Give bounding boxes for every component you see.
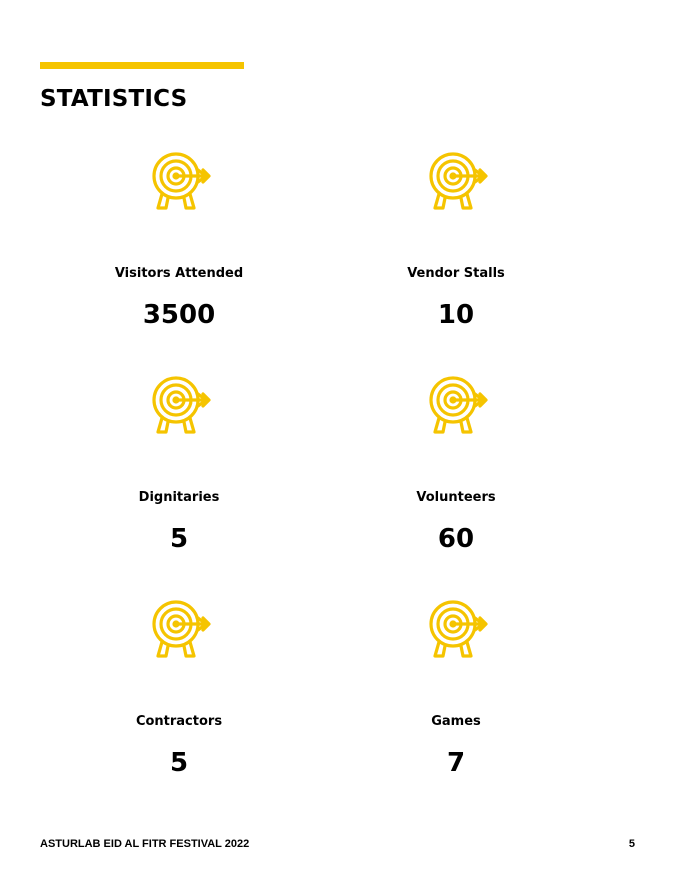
stat-value: 7 <box>446 748 466 778</box>
target-icon <box>146 148 212 214</box>
stat-vendor-stalls <box>321 148 591 330</box>
stat-value: 5 <box>169 524 189 554</box>
stat-value: 5 <box>169 748 189 778</box>
stat-value: 3500 <box>142 300 216 330</box>
stat-label: Games <box>431 714 481 729</box>
stat-contractors <box>44 596 314 778</box>
stat-value: 10 <box>437 300 475 330</box>
target-icon <box>423 596 489 662</box>
stat-volunteers <box>321 372 591 554</box>
target-icon <box>423 148 489 214</box>
stat-value: 60 <box>437 524 475 554</box>
accent-bar <box>40 62 244 69</box>
target-icon <box>146 372 212 438</box>
stat-games <box>321 596 591 778</box>
stat-dignitaries <box>44 372 314 554</box>
page-number: 5 <box>628 838 635 850</box>
stat-label: Contractors <box>135 714 223 729</box>
target-icon <box>423 372 489 438</box>
stat-label: Vendor Stalls <box>407 266 505 281</box>
footer-title: ASTURLAB EID AL FITR FESTIVAL 2022 <box>40 838 250 850</box>
stat-visitors-attended <box>44 148 314 330</box>
page-title: STATISTICS <box>40 86 188 112</box>
stat-label: Volunteers <box>416 490 496 505</box>
stat-label: Visitors Attended <box>114 266 244 281</box>
target-icon <box>146 596 212 662</box>
stat-label: Dignitaries <box>138 490 220 505</box>
